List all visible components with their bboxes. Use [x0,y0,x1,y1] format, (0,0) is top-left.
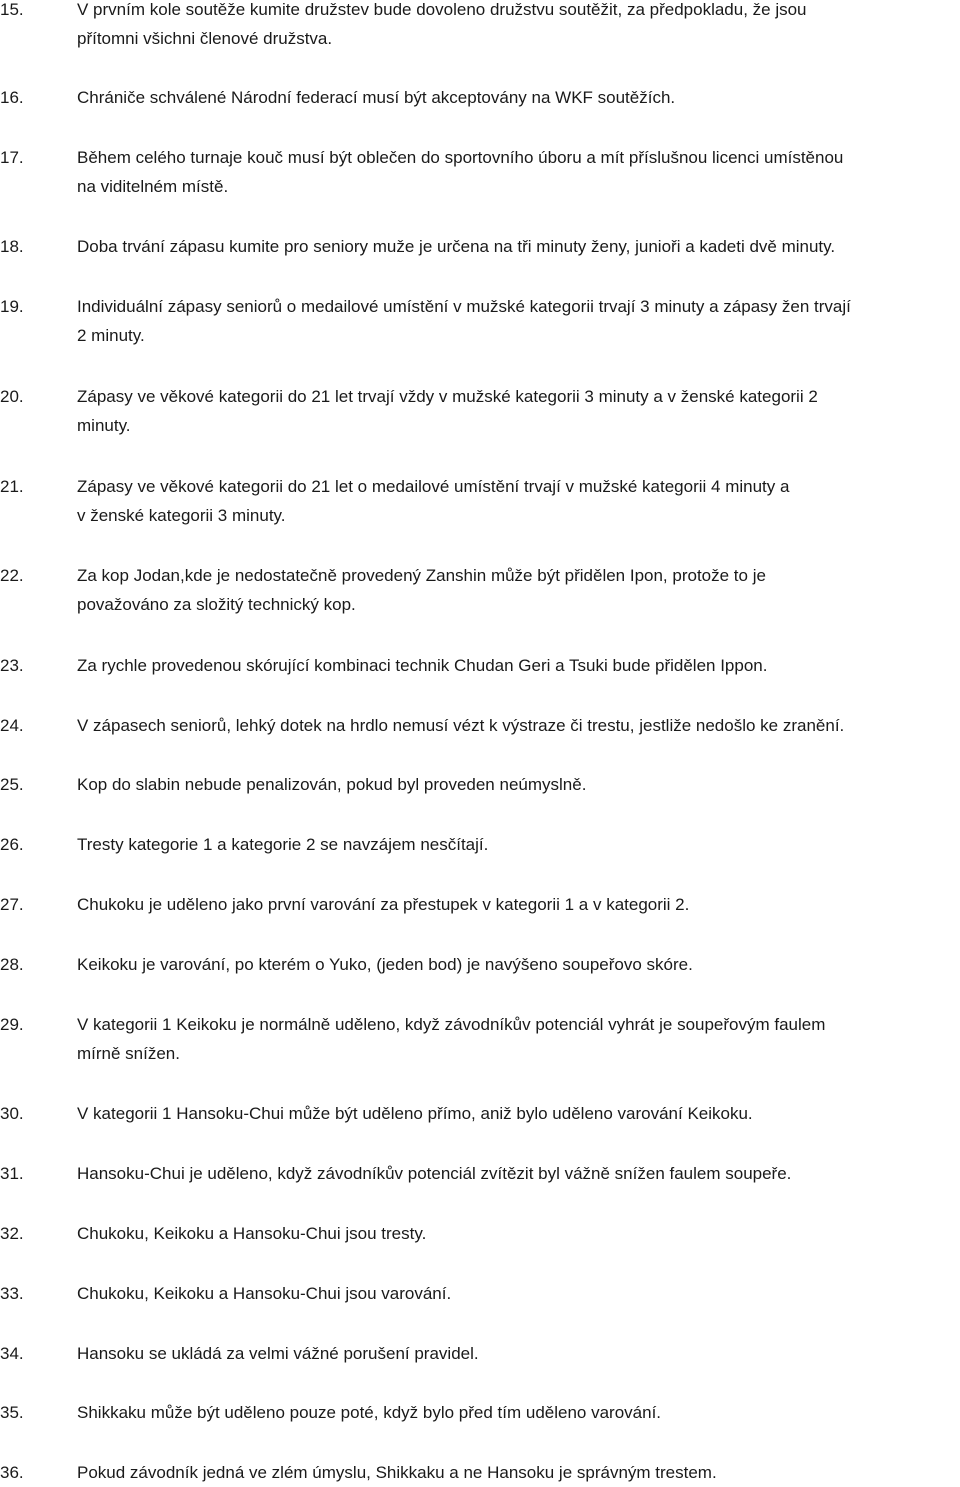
item-text-line: Za rychle provedenou skórující kombinaci technik Chudan Geri a Tsuki bude přidělen Ippon. [77,656,768,675]
item-number: 26. [0,835,24,854]
item-number: 29. [0,1015,24,1034]
item-text [77,1219,957,1248]
item-text-line: V prvním kole soutěže kumite družstev bude dovoleno družstvu soutěžit, za předpokladu, že jsou [77,0,807,19]
item-text-line: Keikoku je varování, po kterém o Yuko, (jeden bod) je navýšeno soupeřovo skóre. [77,955,693,974]
item-text [77,83,957,112]
item-text-line: Zápasy ve věkové kategorii do 21 let o medailové umístění trvají v mužské kategorii 4 minuty a [77,477,790,496]
item-text [77,711,957,740]
item-text-line: Tresty kategorie 1 a kategorie 2 se navzájem nesčítají. [77,835,489,854]
item-text-line: V kategorii 1 Keikoku je normálně uděleno, když závodníkův potenciál vyhrát je soupeřovým faulem [77,1015,826,1034]
item-text [77,561,957,619]
item-number: 32. [0,1224,24,1243]
item-number: 21. [0,477,24,496]
item-text-line: Doba trvání zápasu kumite pro seniory muže je určena na tři minuty ženy, junioři a kadeti dvě minuty. [77,237,836,256]
item-text-line: Shikkaku může být uděleno pouze poté, když bylo před tím uděleno varování. [77,1403,662,1422]
item-text [77,1099,957,1128]
item-text-line: minuty. [77,416,131,435]
item-number: 20. [0,387,24,406]
item-text-line: přítomni všichni členové družstva. [77,29,333,48]
item-text-line: Hansoku se ukládá za velmi vážné porušení pravidel. [77,1344,479,1363]
item-text-line: Chukoku je uděleno jako první varování za přestupek v kategorii 1 a v kategorii 2. [77,895,690,914]
item-number: 17. [0,148,24,167]
item-text-line: V zápasech seniorů, lehký dotek na hrdlo nemusí vézt k výstraze či trestu, jestliže nedošlo ke zranění. [77,716,845,735]
item-text-line: Pokud závodník jedná ve zlém úmyslu, Shikkaku a ne Hansoku je správným trestem. [77,1463,717,1482]
item-text [77,382,957,440]
item-text [77,890,957,919]
item-text [77,830,957,859]
item-text-line: Individuální zápasy seniorů o medailové umístění v mužské kategorii trvají 3 minuty a zápasy žen trvají [77,297,851,316]
item-text [77,651,957,680]
item-number: 28. [0,955,24,974]
item-text-line: v ženské kategorii 3 minuty. [77,506,286,525]
item-text [77,950,957,979]
item-number: 15. [0,0,24,19]
item-text-line: Chrániče schválené Národní federací musí být akceptovány na WKF soutěžích. [77,88,676,107]
item-text [77,1398,957,1427]
item-text [77,1159,957,1188]
item-text-line: Chukoku, Keikoku a Hansoku-Chui jsou tresty. [77,1224,427,1243]
item-text-line: V kategorii 1 Hansoku-Chui může být uděleno přímo, aniž bylo uděleno varování Keikoku. [77,1104,753,1123]
item-text-line: Během celého turnaje kouč musí být oblečen do sportovního úboru a mít příslušnou licenci umístěnou [77,148,844,167]
item-text-line: považováno za složitý technický kop. [77,595,356,614]
item-text-line: na viditelném místě. [77,177,229,196]
item-text-line: mírně snížen. [77,1044,180,1063]
item-number: 22. [0,566,24,585]
item-text [77,1458,957,1487]
item-number: 30. [0,1104,24,1123]
item-text-line: Za kop Jodan,kde je nedostatečně provedený Zanshin může být přidělen Ipon, protože to je [77,566,766,585]
item-text-line: Chukoku, Keikoku a Hansoku-Chui jsou varování. [77,1284,452,1303]
item-number: 31. [0,1164,24,1183]
item-text [77,1279,957,1308]
item-text [77,292,957,350]
item-number: 23. [0,656,24,675]
item-number: 25. [0,775,24,794]
item-number: 19. [0,297,24,316]
item-text-line: Hansoku-Chui je uděleno, když závodníkův potenciál zvítězit byl vážně snížen faulem soupeře. [77,1164,792,1183]
item-text [77,770,957,799]
item-number: 27. [0,895,24,914]
item-text [77,143,957,201]
item-number: 18. [0,237,24,256]
item-text [77,0,957,53]
item-number: 36. [0,1463,24,1482]
item-text [77,1010,957,1068]
item-text [77,472,957,530]
item-number: 24. [0,716,24,735]
item-number: 35. [0,1403,24,1422]
item-text-line: Kop do slabin nebude penalizován, pokud byl proveden neúmyslně. [77,775,587,794]
item-text-line: Zápasy ve věkové kategorii do 21 let trvají vždy v mužské kategorii 3 minuty a v ženské kategorii 2 [77,387,818,406]
item-number: 34. [0,1344,24,1363]
item-text [77,1339,957,1368]
item-text-line: 2 minuty. [77,326,145,345]
item-number: 33. [0,1284,24,1303]
item-text [77,232,957,261]
item-number: 16. [0,88,24,107]
